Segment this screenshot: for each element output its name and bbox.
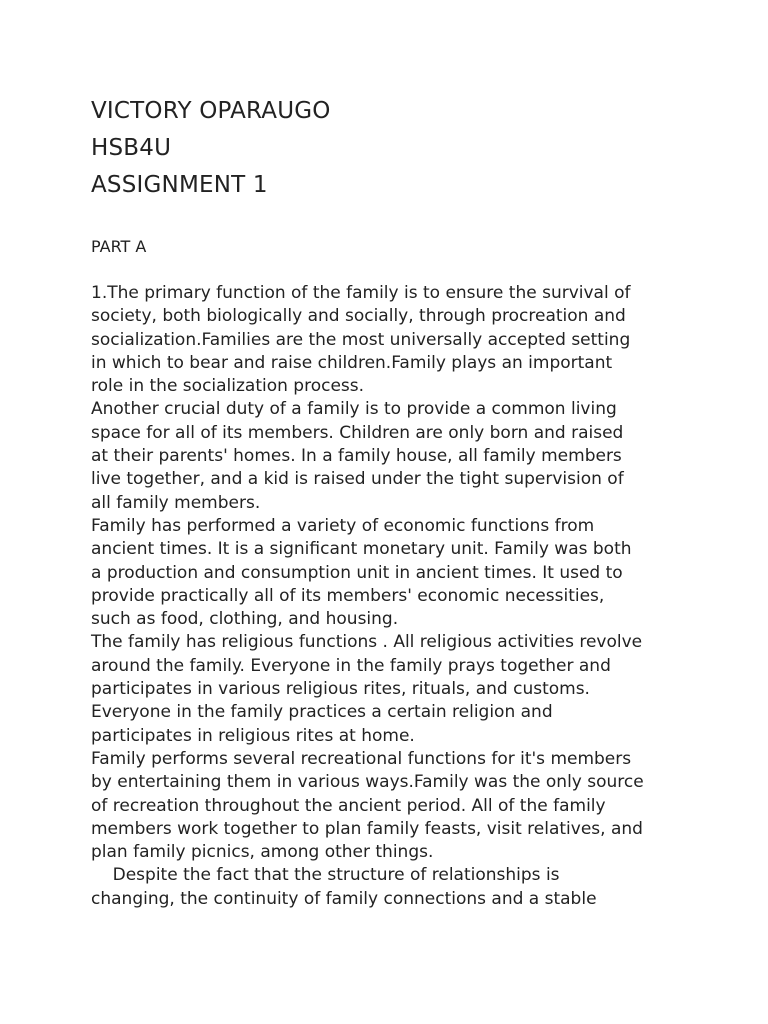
text-line: space for all of its members. Children are only born and raised (91, 422, 624, 443)
text-line: changing, the continuity of family connections and a stable (91, 888, 597, 909)
text-line: socialization.Families are the most universally accepted setting (91, 329, 631, 350)
text-line: in which to bear and raise children.Family plays an important (91, 352, 613, 373)
text-line: members work together to plan family feasts, visit relatives, and (91, 818, 643, 839)
text-line: by entertaining them in various ways.Family was the only source (91, 772, 644, 793)
document-header (91, 93, 691, 204)
text-line: participates in various religious rites, rituals, and customs. (91, 679, 590, 700)
course-code: HSB4U (91, 135, 172, 161)
author-name: VICTORY OPARAUGO (91, 98, 331, 124)
text-line: such as food, clothing, and housing. (91, 609, 399, 630)
text-line: plan family picnics, among other things. (91, 842, 434, 863)
text-line: Family performs several recreational functions for it's members (91, 748, 632, 769)
text-line: role in the socialization process. (91, 376, 365, 397)
text-line: 1.The primary function of the family is to ensure the survival of (91, 283, 631, 303)
text-line: at their parents' homes. In a family house, all family members (91, 446, 622, 467)
text-line: around the family. Everyone in the family prays together and (91, 655, 611, 676)
text-line: of recreation throughout the ancient period. All of the family (91, 795, 606, 816)
body-text (91, 282, 691, 911)
text-line: participates in religious rites at home. (91, 725, 415, 746)
text-line: society, both biologically and socially, through procreation and (91, 306, 626, 327)
text-line: ancient times. It is a significant monetary unit. Family was both (91, 539, 632, 560)
text-line: all family members. (91, 492, 261, 513)
text-line: Everyone in the family practices a certain religion and (91, 702, 553, 723)
text-line: Despite the fact that the structure of relationships is (91, 865, 560, 886)
text-line: Family has performed a variety of economic functions from (91, 515, 595, 536)
assignment-title: ASSIGNMENT 1 (91, 172, 268, 198)
text-line: live together, and a kid is raised under the tight supervision of (91, 469, 624, 490)
text-line: Another crucial duty of a family is to provide a common living (91, 399, 617, 420)
section-title: PART A (91, 237, 147, 256)
text-line: provide practically all of its members' economic necessities, (91, 585, 605, 606)
text-line: a production and consumption unit in ancient times. It used to (91, 562, 623, 583)
text-line: The family has religious functions . All religious activities revolve (91, 632, 643, 653)
